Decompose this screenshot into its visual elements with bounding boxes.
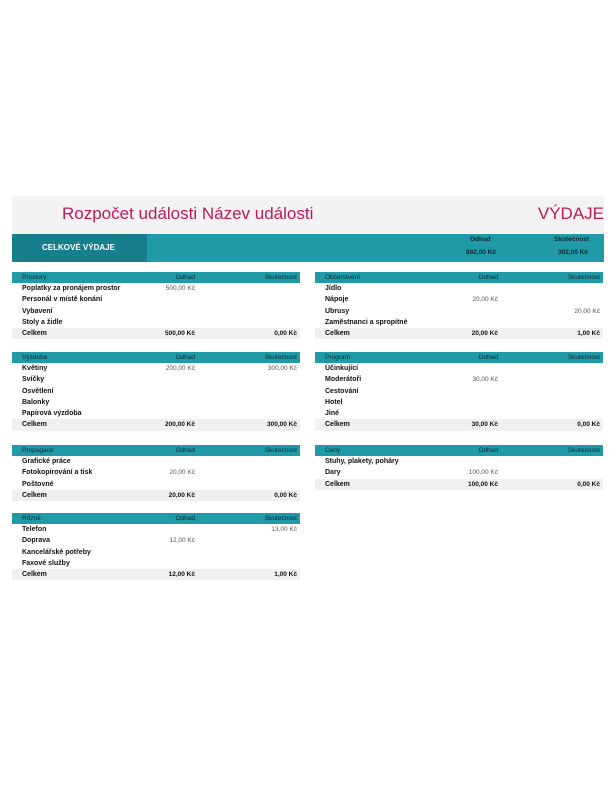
summary-skutecnost-label: Skutečnost xyxy=(554,236,590,243)
total-odhad[interactable]: 100,00 Kč xyxy=(468,480,498,488)
section-prostory xyxy=(12,272,300,339)
item-name[interactable]: Fotokopírování a tisk xyxy=(22,469,93,477)
item-name[interactable]: Dary xyxy=(325,469,341,477)
table-row xyxy=(315,294,603,305)
item-name[interactable]: Osvětlení xyxy=(22,387,54,395)
section-header xyxy=(315,352,603,363)
column-odhad-header: Odhad xyxy=(175,354,195,361)
total-label: Celkem xyxy=(22,421,47,429)
table-row xyxy=(12,456,300,467)
expenses-heading: VÝDAJE xyxy=(537,204,604,223)
total-odhad[interactable]: 12,00 Kč xyxy=(168,571,195,579)
summary-label: CELKOVÉ VÝDAJE xyxy=(12,234,147,262)
section-title: Výzdoba xyxy=(22,354,48,361)
table-row xyxy=(12,306,300,317)
item-name[interactable]: Svíčky xyxy=(22,376,45,384)
column-odhad-header: Odhad xyxy=(478,447,498,454)
table-row xyxy=(12,408,300,419)
odhad-cell[interactable]: 500,00 Kč xyxy=(165,285,195,292)
section-header xyxy=(12,445,300,456)
skutecnost-cell[interactable]: 13,00 Kč xyxy=(271,526,297,533)
table-row xyxy=(12,524,300,535)
item-name[interactable]: Zaměstnanci a spropitné xyxy=(325,318,408,326)
section-ceny xyxy=(315,445,603,490)
total-odhad[interactable]: 20,00 Kč xyxy=(168,491,195,499)
item-name[interactable]: Květiny xyxy=(22,365,48,372)
table-row xyxy=(315,386,603,397)
column-skutecnost-header: Skutečnost xyxy=(264,274,297,281)
total-skutecnost[interactable]: 0,00 Kč xyxy=(577,480,600,488)
section-header xyxy=(12,513,300,524)
total-label: Celkem xyxy=(22,571,47,579)
total-row xyxy=(315,419,603,430)
total-row xyxy=(12,328,300,339)
item-name[interactable]: Telefon xyxy=(22,526,47,533)
table-row xyxy=(315,374,603,385)
odhad-cell[interactable]: 200,00 Kč xyxy=(165,365,195,372)
total-skutecnost[interactable]: 1,00 Kč xyxy=(274,571,297,579)
table-row xyxy=(315,317,603,328)
section-obcerstveni xyxy=(315,272,603,339)
column-odhad-header: Odhad xyxy=(478,354,498,361)
section-title: Program xyxy=(325,354,350,361)
item-name[interactable]: Cestování xyxy=(325,387,359,395)
summary-bar xyxy=(12,234,604,262)
total-label: Celkem xyxy=(325,480,350,488)
item-name[interactable]: Jiné xyxy=(325,410,340,418)
summary-odhad-value[interactable]: 882,00 Kč xyxy=(466,249,496,256)
total-skutecnost[interactable]: 1,00 Kč xyxy=(577,330,600,338)
odhad-cell[interactable]: 12,00 Kč xyxy=(169,537,195,545)
column-skutecnost-header: Skutečnost xyxy=(264,354,297,361)
section-title: Ceny xyxy=(325,447,341,454)
table-row xyxy=(315,397,603,408)
table-row xyxy=(12,317,300,328)
section-propagace xyxy=(12,445,300,501)
column-skutecnost-header: Skutečnost xyxy=(567,447,600,454)
odhad-cell[interactable]: 100,00 Kč xyxy=(468,469,498,477)
table-row xyxy=(12,386,300,397)
section-header xyxy=(12,272,300,283)
total-row xyxy=(315,479,603,490)
table-row xyxy=(315,363,603,374)
table-row xyxy=(12,294,300,305)
total-row xyxy=(315,328,603,339)
section-program xyxy=(315,352,603,431)
item-name[interactable]: Grafické práce xyxy=(22,458,71,465)
item-name[interactable]: Papírová výzdoba xyxy=(22,410,82,418)
total-label: Celkem xyxy=(22,491,47,499)
item-name[interactable]: Účinkující xyxy=(325,365,359,372)
odhad-cell[interactable]: 20,00 Kč xyxy=(169,469,195,477)
total-odhad[interactable]: 30,00 Kč xyxy=(471,421,498,429)
table-row xyxy=(315,283,603,294)
total-label: Celkem xyxy=(22,330,47,338)
total-skutecnost[interactable]: 0,00 Kč xyxy=(577,421,600,429)
table-row xyxy=(12,547,300,558)
skutecnost-cell[interactable]: 20,00 Kč xyxy=(574,307,600,315)
total-skutecnost[interactable]: 0,00 Kč xyxy=(274,330,297,338)
table-row xyxy=(12,397,300,408)
section-vyzdoba xyxy=(12,352,300,431)
table-row xyxy=(12,363,300,374)
table-row xyxy=(12,479,300,490)
item-name[interactable]: Stoly a židle xyxy=(22,318,63,326)
column-odhad-header: Odhad xyxy=(478,274,498,281)
item-name[interactable]: Hotel xyxy=(325,398,343,406)
item-name[interactable]: Jídlo xyxy=(325,285,342,292)
column-odhad-header: Odhad xyxy=(175,515,195,522)
total-row xyxy=(12,419,300,430)
section-header xyxy=(315,272,603,283)
column-odhad-header: Odhad xyxy=(175,274,195,281)
item-name[interactable]: Kancelářské potřeby xyxy=(22,548,91,556)
column-skutecnost-header: Skutečnost xyxy=(567,354,600,361)
item-name[interactable]: Poplatky za pronájem prostor xyxy=(22,285,121,292)
item-name[interactable]: Vybavení xyxy=(22,307,53,315)
item-name[interactable]: Moderátoři xyxy=(325,376,362,384)
total-odhad[interactable]: 20,00 Kč xyxy=(471,330,498,338)
section-title: Občerstvení xyxy=(325,274,361,281)
total-label: Celkem xyxy=(325,421,350,429)
odhad-cell[interactable]: 20,00 Kč xyxy=(472,296,498,304)
total-skutecnost[interactable]: 300,00 Kč xyxy=(267,421,297,429)
section-title: Prostory xyxy=(22,274,47,281)
total-row xyxy=(12,490,300,501)
column-skutecnost-header: Skutečnost xyxy=(264,447,297,454)
table-row xyxy=(315,306,603,317)
item-name[interactable]: Nápoje xyxy=(325,296,349,304)
title-band xyxy=(12,196,604,234)
item-name[interactable]: Personál v místě konání xyxy=(22,296,103,304)
total-odhad[interactable]: 500,00 Kč xyxy=(165,330,195,338)
summary-odhad-label: Odhad xyxy=(470,236,491,243)
column-skutecnost-header: Skutečnost xyxy=(567,274,600,281)
odhad-cell[interactable]: 30,00 Kč xyxy=(472,376,498,384)
item-name[interactable]: Doprava xyxy=(22,537,51,545)
total-skutecnost[interactable]: 0,00 Kč xyxy=(274,491,297,499)
table-row xyxy=(12,535,300,546)
section-title: Propagace xyxy=(22,447,54,454)
total-label: Celkem xyxy=(325,330,350,338)
column-skutecnost-header: Skutečnost xyxy=(264,515,297,522)
table-row xyxy=(12,467,300,478)
table-row xyxy=(315,408,603,419)
total-row xyxy=(12,569,300,580)
item-name[interactable]: Ubrusy xyxy=(325,307,350,315)
table-row xyxy=(12,283,300,294)
summary-skutecnost-value[interactable]: 302,00 Kč xyxy=(558,249,588,256)
table-row xyxy=(315,456,603,467)
item-name[interactable]: Faxové služby xyxy=(22,559,70,567)
total-odhad[interactable]: 200,00 Kč xyxy=(165,421,195,429)
item-name[interactable]: Stuhy, plakety, poháry xyxy=(325,458,399,465)
section-header xyxy=(12,352,300,363)
item-name[interactable]: Balonky xyxy=(22,398,50,406)
item-name[interactable]: Poštovné xyxy=(22,480,54,488)
page-title: Rozpočet události Název události xyxy=(62,204,314,223)
skutecnost-cell[interactable]: 300,00 Kč xyxy=(267,365,297,372)
column-odhad-header: Odhad xyxy=(175,447,195,454)
table-row xyxy=(12,374,300,385)
section-ruzne xyxy=(12,513,300,580)
section-title: Různé xyxy=(22,515,41,522)
section-header xyxy=(315,445,603,456)
table-row xyxy=(315,467,603,478)
table-row xyxy=(12,558,300,569)
